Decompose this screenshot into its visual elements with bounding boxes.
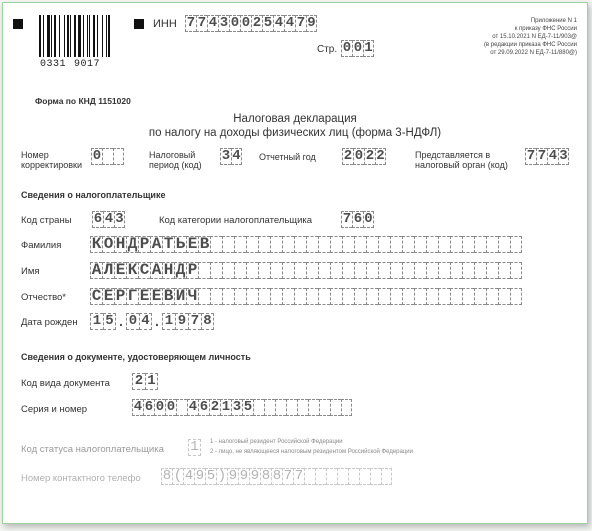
char-cell xyxy=(210,288,222,305)
char-cell xyxy=(366,236,378,253)
char-cell xyxy=(304,468,315,485)
char-cell xyxy=(414,288,426,305)
char-cell xyxy=(198,262,210,279)
tax-period-field[interactable] xyxy=(220,148,242,165)
char-cell xyxy=(246,288,258,305)
patronymic-label: Отчество* xyxy=(21,292,66,303)
char-cell xyxy=(246,262,258,279)
char-cell xyxy=(342,288,354,305)
barcode-bar xyxy=(47,15,50,57)
char-cell xyxy=(246,236,258,253)
page-label: Стр. xyxy=(317,44,338,55)
birth-day-cells xyxy=(90,313,116,330)
barcode-bar xyxy=(87,15,88,57)
char-cell: 8 xyxy=(261,468,271,484)
birth-date-label: Дата рожден xyxy=(21,317,78,328)
char-cell: Д xyxy=(127,235,138,253)
char-cell xyxy=(486,288,498,305)
char-cell: 6 xyxy=(199,399,209,415)
char-cell: 0 xyxy=(354,148,364,164)
char-cell: 9 xyxy=(175,313,188,330)
char-cell: 4 xyxy=(139,313,152,330)
char-cell xyxy=(402,262,414,279)
barcode-bar xyxy=(106,15,107,57)
char-cell xyxy=(297,399,308,416)
char-cell xyxy=(378,288,390,305)
char-cell xyxy=(282,262,294,279)
char-cell xyxy=(234,288,246,305)
barcode-bar xyxy=(97,15,98,57)
char-cell: 0 xyxy=(230,15,240,31)
char-cell xyxy=(308,399,319,416)
char-cell: 2 xyxy=(365,148,375,164)
barcode-bar xyxy=(78,15,81,57)
char-cell xyxy=(210,262,222,279)
char-cell xyxy=(258,236,270,253)
char-cell xyxy=(318,236,330,253)
char-cell xyxy=(348,468,359,485)
char-cell: 3 xyxy=(219,15,229,31)
char-cell xyxy=(402,236,414,253)
char-cell: А xyxy=(151,261,162,279)
char-cell: Р xyxy=(115,287,126,305)
country-code-label: Код страны xyxy=(21,215,72,226)
form-code: Форма по КНД 1151020 xyxy=(35,96,131,106)
char-cell: 1 xyxy=(90,313,103,330)
char-cell: 4 xyxy=(188,399,198,415)
char-cell xyxy=(366,262,378,279)
char-cell: А xyxy=(91,261,102,279)
char-cell: 4 xyxy=(232,148,241,164)
char-cell: 2 xyxy=(210,399,220,415)
char-cell: Т xyxy=(163,235,174,253)
char-cell: 7 xyxy=(526,148,536,164)
birth-date-separator: . xyxy=(116,315,126,331)
char-cell: 7 xyxy=(342,211,352,227)
char-cell: 0 xyxy=(166,399,176,415)
barcode-bar xyxy=(83,15,84,57)
char-cell xyxy=(378,262,390,279)
barcode-bar xyxy=(54,15,56,57)
char-cell: Е xyxy=(139,287,150,305)
char-cell: 2 xyxy=(252,15,262,31)
char-cell xyxy=(315,468,326,485)
document-type-field[interactable] xyxy=(132,373,158,390)
char-cell: 4 xyxy=(548,148,558,164)
char-cell: 5 xyxy=(206,468,216,484)
char-cell xyxy=(319,399,330,416)
char-cell: И xyxy=(175,287,186,305)
char-cell: 3 xyxy=(115,211,124,227)
char-cell: О xyxy=(103,235,114,253)
char-cell xyxy=(474,288,486,305)
char-cell xyxy=(510,236,522,253)
char-cell xyxy=(330,288,342,305)
char-cell xyxy=(414,262,426,279)
char-cell: Н xyxy=(115,235,126,253)
char-cell: 5 xyxy=(243,399,253,415)
char-cell xyxy=(258,288,270,305)
char-cell: 7 xyxy=(537,148,547,164)
char-cell: Л xyxy=(103,261,114,279)
char-cell xyxy=(198,288,210,305)
char-cell: 9 xyxy=(307,15,316,31)
char-cell: Д xyxy=(175,261,186,279)
char-cell: 8 xyxy=(162,468,172,484)
char-cell xyxy=(498,262,510,279)
char-cell xyxy=(426,262,438,279)
char-cell: 3 xyxy=(559,148,568,164)
char-cell xyxy=(337,468,348,485)
char-cell xyxy=(438,288,450,305)
char-cell xyxy=(318,288,330,305)
char-cell: 6 xyxy=(144,399,154,415)
char-cell: В xyxy=(163,287,174,305)
char-cell: 4 xyxy=(133,399,143,415)
tax-office-label-2: налоговый орган (код) xyxy=(415,160,508,170)
char-cell: 5 xyxy=(103,313,116,330)
tax-office-label-1: Представляется в xyxy=(415,150,491,160)
char-cell: 4 xyxy=(285,15,295,31)
barcode-bar xyxy=(93,15,95,57)
char-cell: 0 xyxy=(126,313,139,330)
char-cell: 0 xyxy=(155,399,165,415)
char-cell: С xyxy=(139,261,150,279)
document-type-label: Код вида документа xyxy=(21,378,110,389)
char-cell: 8 xyxy=(272,468,282,484)
char-cell: Г xyxy=(127,287,138,305)
series-number-label: Серия и номер xyxy=(21,404,88,415)
char-cell xyxy=(330,236,342,253)
correction-label-1: Номер xyxy=(21,150,49,160)
char-cell: 5 xyxy=(263,15,273,31)
page-number-field[interactable] xyxy=(341,40,374,57)
char-cell xyxy=(330,262,342,279)
char-cell: 1 xyxy=(364,40,373,56)
char-cell: 7 xyxy=(197,15,207,31)
char-cell: 0 xyxy=(353,40,363,56)
char-cell: 9 xyxy=(195,468,205,484)
barcode-bar xyxy=(74,15,76,57)
char-cell: В xyxy=(199,235,210,253)
char-cell: Е xyxy=(103,287,114,305)
char-cell xyxy=(498,288,510,305)
char-cell xyxy=(474,262,486,279)
char-cell: 1 xyxy=(188,439,201,456)
char-cell xyxy=(486,262,498,279)
char-cell xyxy=(370,468,381,485)
char-cell xyxy=(381,468,392,485)
char-cell xyxy=(234,262,246,279)
char-cell xyxy=(378,236,390,253)
correction-number-field[interactable] xyxy=(91,148,124,165)
char-cell xyxy=(366,288,378,305)
char-cell xyxy=(270,236,282,253)
char-cell: Е xyxy=(115,261,126,279)
char-cell xyxy=(294,236,306,253)
char-cell xyxy=(359,468,370,485)
status-label: Код статуса налогоплательщика xyxy=(21,444,164,455)
birth-month-cells xyxy=(126,313,152,330)
char-cell xyxy=(294,288,306,305)
char-cell: 6 xyxy=(353,211,363,227)
char-cell xyxy=(474,236,486,253)
appendix-note: Приложение N 1 к приказу ФНС России от 15.10.2021 N ЕД-7-11/903@ (в редакции приказа ФНС России от 29.09.2022 N ЕД-7-11/880@) xyxy=(483,18,577,56)
year-label: Отчетный год xyxy=(259,152,316,162)
char-cell: ( xyxy=(173,468,183,484)
char-cell xyxy=(270,288,282,305)
char-cell xyxy=(113,148,124,165)
char-cell xyxy=(438,262,450,279)
barcode-bar xyxy=(59,15,60,57)
barcode xyxy=(39,15,129,57)
phone-label: Номер контактного телефо xyxy=(21,473,141,484)
char-cell: 4 xyxy=(104,211,114,227)
char-cell xyxy=(414,236,426,253)
char-cell: 2 xyxy=(343,148,353,164)
taxpayer-section-title: Сведения о налогоплательщике xyxy=(21,190,166,200)
period-label-1: Налоговый xyxy=(149,150,196,160)
char-cell: 6 xyxy=(93,211,103,227)
char-cell xyxy=(390,288,402,305)
status-legend-2: 2 - лицо, не являющееся налоговым резидентом Российской Федерации xyxy=(210,449,413,455)
name-label: Имя xyxy=(21,266,40,277)
name-field[interactable] xyxy=(90,262,522,279)
char-cell xyxy=(402,288,414,305)
char-cell xyxy=(102,148,113,165)
declaration-form xyxy=(2,2,588,524)
form-title-line1: Налоговая декларация xyxy=(233,113,357,125)
barcode-bar xyxy=(108,15,110,57)
char-cell xyxy=(222,288,234,305)
birth-date-separator: . xyxy=(152,315,162,331)
char-cell xyxy=(426,236,438,253)
period-label-2: период (код) xyxy=(149,160,202,170)
char-cell: К xyxy=(127,261,138,279)
char-cell xyxy=(510,262,522,279)
correction-label-2: корректировки xyxy=(21,160,83,170)
form-title-line2: по налогу на доходы физических лиц (форма 3-НДФЛ) xyxy=(148,127,442,139)
char-cell xyxy=(354,288,366,305)
char-cell: Е xyxy=(187,235,198,253)
document-section-title: Сведения о документе, удостоверяющем личность xyxy=(21,352,251,362)
char-cell xyxy=(294,262,306,279)
char-cell xyxy=(450,288,462,305)
char-cell xyxy=(318,262,330,279)
char-cell xyxy=(234,236,246,253)
char-cell xyxy=(390,262,402,279)
report-year-field[interactable] xyxy=(342,148,386,165)
char-cell xyxy=(210,236,222,253)
char-cell: К xyxy=(91,235,102,253)
char-cell xyxy=(462,288,474,305)
char-cell xyxy=(306,262,318,279)
char-cell: 2 xyxy=(132,373,145,390)
char-cell: 2 xyxy=(376,148,385,164)
inn-field[interactable] xyxy=(185,15,317,32)
patronymic-field[interactable] xyxy=(90,288,522,305)
char-cell: С xyxy=(91,287,102,305)
category-code-field[interactable] xyxy=(341,211,374,228)
char-cell xyxy=(282,288,294,305)
char-cell: 1 xyxy=(162,313,175,330)
barcode-bar xyxy=(64,15,65,57)
barcode-bar xyxy=(43,15,44,57)
surname-label: Фамилия xyxy=(21,240,62,251)
top-left-marker xyxy=(13,19,23,29)
char-cell xyxy=(510,288,522,305)
char-cell: 3 xyxy=(221,148,231,164)
char-cell xyxy=(286,399,297,416)
char-cell xyxy=(354,236,366,253)
char-cell xyxy=(264,399,275,416)
status-code-field[interactable] xyxy=(188,439,201,456)
char-cell xyxy=(342,236,354,253)
char-cell xyxy=(222,236,234,253)
birth-year-cells xyxy=(162,313,214,330)
char-cell: Р xyxy=(187,261,198,279)
char-cell: 4 xyxy=(184,468,194,484)
char-cell: 9 xyxy=(239,468,249,484)
barcode-bar xyxy=(102,15,103,57)
char-cell xyxy=(306,236,318,253)
char-cell: 4 xyxy=(208,15,218,31)
char-cell: 4 xyxy=(274,15,284,31)
char-cell: Ч xyxy=(187,287,198,305)
char-cell xyxy=(258,262,270,279)
char-cell xyxy=(306,288,318,305)
char-cell xyxy=(222,262,234,279)
country-code-field[interactable] xyxy=(92,211,125,228)
char-cell: Н xyxy=(163,261,174,279)
char-cell xyxy=(326,468,337,485)
char-cell xyxy=(270,262,282,279)
barcode-bar xyxy=(89,15,90,57)
top-middle-marker xyxy=(134,19,144,29)
char-cell xyxy=(462,262,474,279)
char-cell xyxy=(390,236,402,253)
char-cell: 7 xyxy=(283,468,293,484)
category-code-label: Код категории налогоплательщика xyxy=(159,215,313,226)
tax-office-code-field[interactable] xyxy=(525,148,569,165)
char-cell xyxy=(341,399,352,416)
inn-label: ИНН xyxy=(153,18,177,30)
phone-field[interactable] xyxy=(161,468,392,485)
char-cell xyxy=(426,288,438,305)
char-cell: 9 xyxy=(228,468,238,484)
char-cell: 0 xyxy=(241,15,251,31)
char-cell xyxy=(275,399,286,416)
char-cell: Ь xyxy=(175,235,186,253)
char-cell: 7 xyxy=(294,468,304,484)
char-cell xyxy=(462,236,474,253)
barcode-bar xyxy=(70,15,71,57)
char-cell xyxy=(176,399,187,416)
char-cell: 1 xyxy=(221,399,231,415)
char-cell: 0 xyxy=(92,148,102,164)
char-cell xyxy=(450,236,462,253)
status-legend-1: 1 - налоговый резидент Российской Федерации xyxy=(210,439,343,445)
char-cell: Р xyxy=(139,235,150,253)
char-cell xyxy=(354,262,366,279)
char-cell xyxy=(342,262,354,279)
char-cell xyxy=(498,236,510,253)
barcode-number: 0331 9017 xyxy=(40,59,101,70)
char-cell: Е xyxy=(151,287,162,305)
barcode-bar xyxy=(51,15,52,57)
char-cell xyxy=(438,236,450,253)
barcode-bar xyxy=(67,15,69,57)
series-number-field[interactable] xyxy=(132,399,352,416)
char-cell: 7 xyxy=(188,313,201,330)
char-cell: 1 xyxy=(145,373,158,390)
char-cell: 7 xyxy=(296,15,306,31)
char-cell xyxy=(450,262,462,279)
char-cell: 8 xyxy=(201,313,214,330)
char-cell: 0 xyxy=(364,211,373,227)
barcode-bar xyxy=(39,15,41,57)
birth-date-field[interactable] xyxy=(90,313,214,330)
char-cell: 9 xyxy=(250,468,260,484)
char-cell: ) xyxy=(217,468,227,484)
char-cell: 3 xyxy=(232,399,242,415)
char-cell: 0 xyxy=(342,40,352,56)
char-cell: 7 xyxy=(186,15,196,31)
char-cell xyxy=(486,236,498,253)
char-cell: А xyxy=(151,235,162,253)
char-cell xyxy=(253,399,264,416)
char-cell xyxy=(330,399,341,416)
surname-field[interactable] xyxy=(90,236,522,253)
char-cell xyxy=(282,236,294,253)
